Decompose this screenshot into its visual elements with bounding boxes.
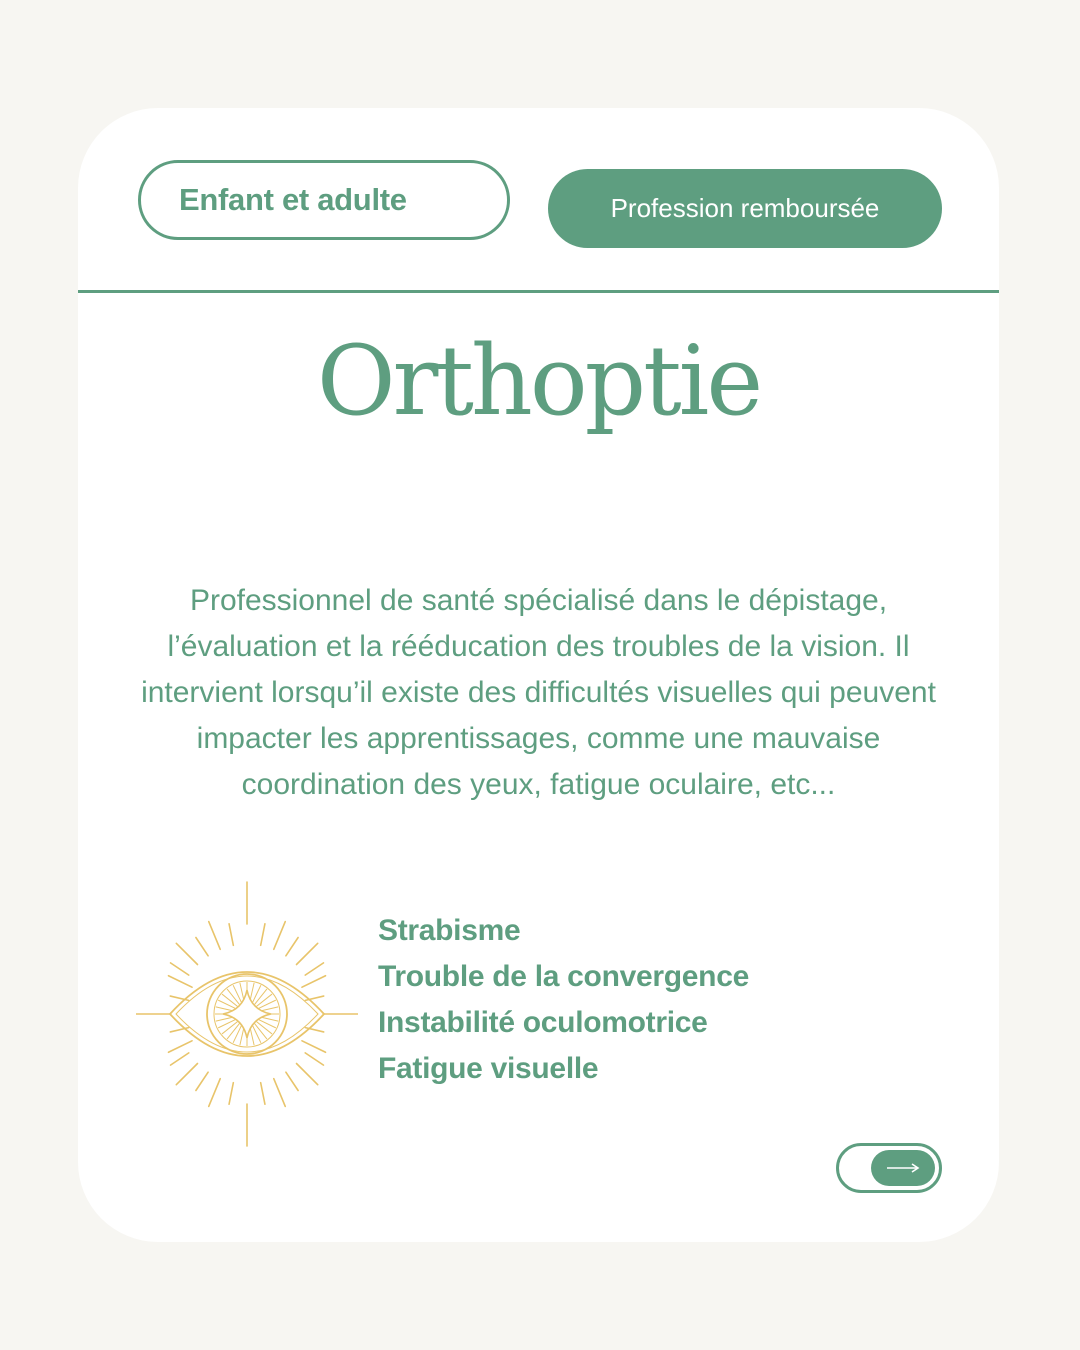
list-item: Strabisme bbox=[378, 914, 521, 947]
audience-tag: Enfant et adulte bbox=[138, 160, 510, 240]
list-item: Fatigue visuelle bbox=[378, 1052, 599, 1085]
arrow-right-icon bbox=[885, 1162, 921, 1174]
next-button-knob[interactable] bbox=[871, 1150, 935, 1186]
header-divider bbox=[78, 290, 999, 293]
eye-sunburst-icon bbox=[136, 880, 358, 1148]
page-title: Orthoptie bbox=[316, 325, 761, 437]
symptom-list bbox=[378, 908, 749, 1092]
info-card bbox=[78, 108, 999, 1242]
list-item: Instabilité oculomotrice bbox=[378, 1006, 708, 1039]
list-item: Trouble de la convergence bbox=[378, 960, 749, 993]
next-button[interactable] bbox=[836, 1143, 942, 1193]
reimbursed-tag: Profession remboursée bbox=[548, 169, 942, 248]
description-text: Professionnel de santé spécialisé dans le dépistage, l’évaluation et la rééducation des troubles de la vision. Il intervient lorsqu’il existe des difficultés visuelles qui peuvent impacter les apprentissages, comme une mauvaise coordination des yeux, fatigue oculaire, etc... bbox=[141, 584, 936, 801]
